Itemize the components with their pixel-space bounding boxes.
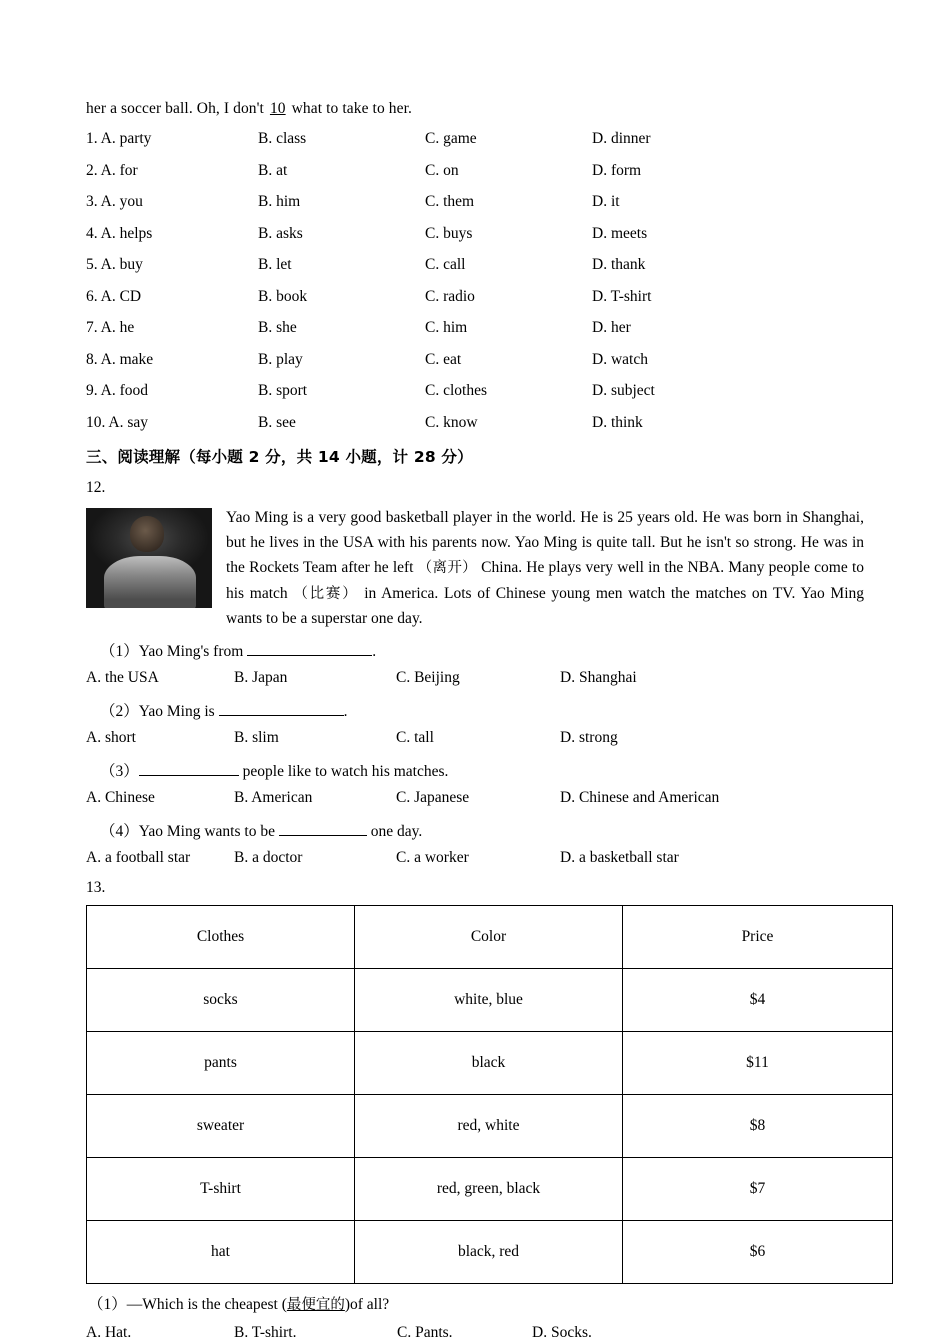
option-b: B. American xyxy=(234,789,313,807)
table-header-row xyxy=(87,906,893,969)
passage-gloss-leave: （离开） xyxy=(417,560,477,577)
choice-a: 8. A. make xyxy=(86,350,154,368)
choice-a: 3. A. you xyxy=(86,193,143,210)
q12-sub1-after: . xyxy=(372,643,377,661)
choice-c: C. call xyxy=(425,256,466,273)
choice-b: B. play xyxy=(258,350,303,368)
option-d: D. a basketball star xyxy=(560,849,679,867)
option-c: C. a worker xyxy=(396,849,469,867)
q12-sub4 xyxy=(100,819,864,841)
option-b: B. slim xyxy=(234,729,279,747)
choice-c: C. him xyxy=(425,319,468,336)
q12-sub3-after: people like to watch his matches. xyxy=(238,763,449,781)
q12-sub2-after: . xyxy=(343,703,348,721)
q12-sub2-before: （2）Yao Ming is xyxy=(100,703,219,721)
option-c: C. tall xyxy=(396,729,434,747)
choice-c: C. radio xyxy=(425,287,475,305)
cell-clothes: sweater xyxy=(87,1095,355,1158)
answer-blank[interactable] xyxy=(279,835,367,836)
cloze-stem xyxy=(86,100,864,118)
option-c: C. Beijing xyxy=(396,669,460,687)
option-c: C. Japanese xyxy=(396,789,470,807)
q12-sub4-options xyxy=(86,849,864,867)
choice-row xyxy=(86,162,864,180)
passage-part1: Yao Ming is a very good basketball player in the world. He is 25 years old. He was born in Shanghai, but he lives in the USA with his parents now. Yao Ming is quite tall. But he isn't so strong. He was in the Rockets Team after he left xyxy=(226,509,864,577)
choice-b: B. at xyxy=(258,161,288,179)
question-13-number: 13. xyxy=(86,879,106,897)
choice-a: 6. A. CD xyxy=(86,287,142,305)
choice-row xyxy=(86,288,864,306)
cell-color: red, white xyxy=(355,1095,623,1158)
choice-row xyxy=(86,414,864,432)
q13-sub1-options xyxy=(86,1324,864,1342)
choice-b: B. she xyxy=(258,319,297,336)
choice-c: C. them xyxy=(425,193,475,210)
question-12-number: 12. xyxy=(86,479,106,496)
choice-c: C. clothes xyxy=(425,382,487,399)
q12-sub3 xyxy=(100,759,864,781)
choice-b: B. asks xyxy=(258,224,303,242)
cloze-options-list xyxy=(86,130,864,432)
passage-part2: China. He plays very well in the NBA. Many people come to his match xyxy=(226,559,864,602)
choice-a: 9. A. food xyxy=(86,382,148,399)
choice-row xyxy=(86,351,864,369)
choice-b: B. class xyxy=(258,130,307,147)
choice-c: C. know xyxy=(425,413,478,431)
option-d: D. Chinese and American xyxy=(560,789,720,807)
choice-d: D. meets xyxy=(592,224,648,242)
option-a: A. the USA xyxy=(86,669,159,687)
choice-d: D. think xyxy=(592,413,643,431)
header-clothes: Clothes xyxy=(87,906,355,969)
choice-row xyxy=(86,319,864,337)
q12-sub3-options xyxy=(86,789,864,807)
choice-d: D. it xyxy=(592,193,620,210)
table-row xyxy=(87,969,893,1032)
cell-color: black, red xyxy=(355,1221,623,1284)
choice-row xyxy=(86,225,864,243)
option-c: C. Pants. xyxy=(397,1324,453,1342)
cell-clothes: T-shirt xyxy=(87,1158,355,1221)
answer-blank[interactable] xyxy=(247,655,372,656)
choice-a: 1. A. party xyxy=(86,130,152,147)
cloze-stem-blank: 10 xyxy=(269,100,286,117)
cell-color: black xyxy=(355,1032,623,1095)
option-b: B. T-shirt. xyxy=(234,1324,297,1342)
choice-d: D. her xyxy=(592,319,631,336)
cell-clothes: hat xyxy=(87,1221,355,1284)
option-a: A. short xyxy=(86,729,136,747)
cell-price: $7 xyxy=(623,1158,893,1221)
option-a: A. Hat. xyxy=(86,1324,132,1342)
header-price: Price xyxy=(623,906,893,969)
option-a: A. Chinese xyxy=(86,789,155,807)
choice-b: B. sport xyxy=(258,382,308,399)
answer-blank[interactable] xyxy=(219,715,344,716)
choice-row xyxy=(86,130,864,148)
table-row xyxy=(87,1221,893,1284)
option-b: B. Japan xyxy=(234,669,288,687)
section-heading: 三、阅读理解（每小题 2 分，共 14 小题，计 28 分） xyxy=(86,448,473,466)
choice-a: 4. A. helps xyxy=(86,224,153,242)
q12-sub1-before: （1）Yao Ming's from xyxy=(100,643,248,661)
choice-a: 2. A. for xyxy=(86,161,138,179)
q12-sub1-options xyxy=(86,669,864,687)
option-b: B. a doctor xyxy=(234,849,303,867)
choice-c: C. on xyxy=(425,161,459,179)
choice-b: B. him xyxy=(258,193,301,210)
table-row xyxy=(87,1032,893,1095)
cell-price: $6 xyxy=(623,1221,893,1284)
reading-passage-block xyxy=(86,505,864,631)
option-d: D. strong xyxy=(560,729,618,747)
choice-d: D. thank xyxy=(592,256,646,273)
choice-row xyxy=(86,193,864,211)
passage-part3: in America. Lots of Chinese young men watch the matches on TV. Yao Ming wants to be a superstar one day. xyxy=(226,584,864,628)
cell-price: $11 xyxy=(623,1032,893,1095)
choice-b: B. book xyxy=(258,287,308,305)
choice-b: B. let xyxy=(258,256,292,273)
q12-sub1 xyxy=(100,639,864,661)
table-row xyxy=(87,1158,893,1221)
choice-c: C. game xyxy=(425,130,477,147)
cell-clothes: socks xyxy=(87,969,355,1032)
choice-a: 7. A. he xyxy=(86,319,135,336)
option-d: D. Shanghai xyxy=(560,669,637,687)
choice-d: D. T-shirt xyxy=(592,287,652,305)
cloze-stem-after: what to take to her. xyxy=(287,100,412,117)
choice-c: C. buys xyxy=(425,224,473,242)
q12-sub2 xyxy=(100,699,864,721)
choice-row xyxy=(86,256,864,274)
choice-c: C. eat xyxy=(425,350,462,368)
choice-b: B. see xyxy=(258,413,296,431)
choice-d: D. dinner xyxy=(592,130,651,147)
option-d: D. Socks. xyxy=(532,1324,592,1342)
choice-a: 10. A. say xyxy=(86,413,148,431)
choice-d: D. watch xyxy=(592,350,648,368)
choice-a: 5. A. buy xyxy=(86,256,143,273)
cell-color: red, green, black xyxy=(355,1158,623,1221)
q12-sub4-before: （4）Yao Ming wants to be xyxy=(100,823,279,841)
option-a: A. a football star xyxy=(86,849,191,867)
clothes-price-table xyxy=(86,905,893,1284)
answer-blank[interactable] xyxy=(139,775,239,776)
table-row xyxy=(87,1095,893,1158)
yao-ming-photo xyxy=(86,508,212,608)
q13-question-after: )of all? xyxy=(344,1296,390,1314)
q13-gloss-cheapest: 最便宜的 xyxy=(286,1297,345,1314)
header-color: Color xyxy=(355,906,623,969)
q13-question-before: （1）—Which is the cheapest ( xyxy=(88,1296,287,1314)
q12-sub3-before: （3） xyxy=(100,763,139,781)
passage-gloss-match: （比赛） xyxy=(293,585,359,602)
cell-color: white, blue xyxy=(355,969,623,1032)
q12-sub2-options xyxy=(86,729,864,747)
q13-sub1 xyxy=(88,1292,864,1314)
choice-row xyxy=(86,382,864,400)
cloze-stem-before: her a soccer ball. Oh, I don't xyxy=(86,100,268,117)
cell-price: $8 xyxy=(623,1095,893,1158)
choice-d: D. subject xyxy=(592,382,655,399)
q12-sub4-after: one day. xyxy=(366,823,423,841)
choice-d: D. form xyxy=(592,161,642,179)
cell-price: $4 xyxy=(623,969,893,1032)
cell-clothes: pants xyxy=(87,1032,355,1095)
